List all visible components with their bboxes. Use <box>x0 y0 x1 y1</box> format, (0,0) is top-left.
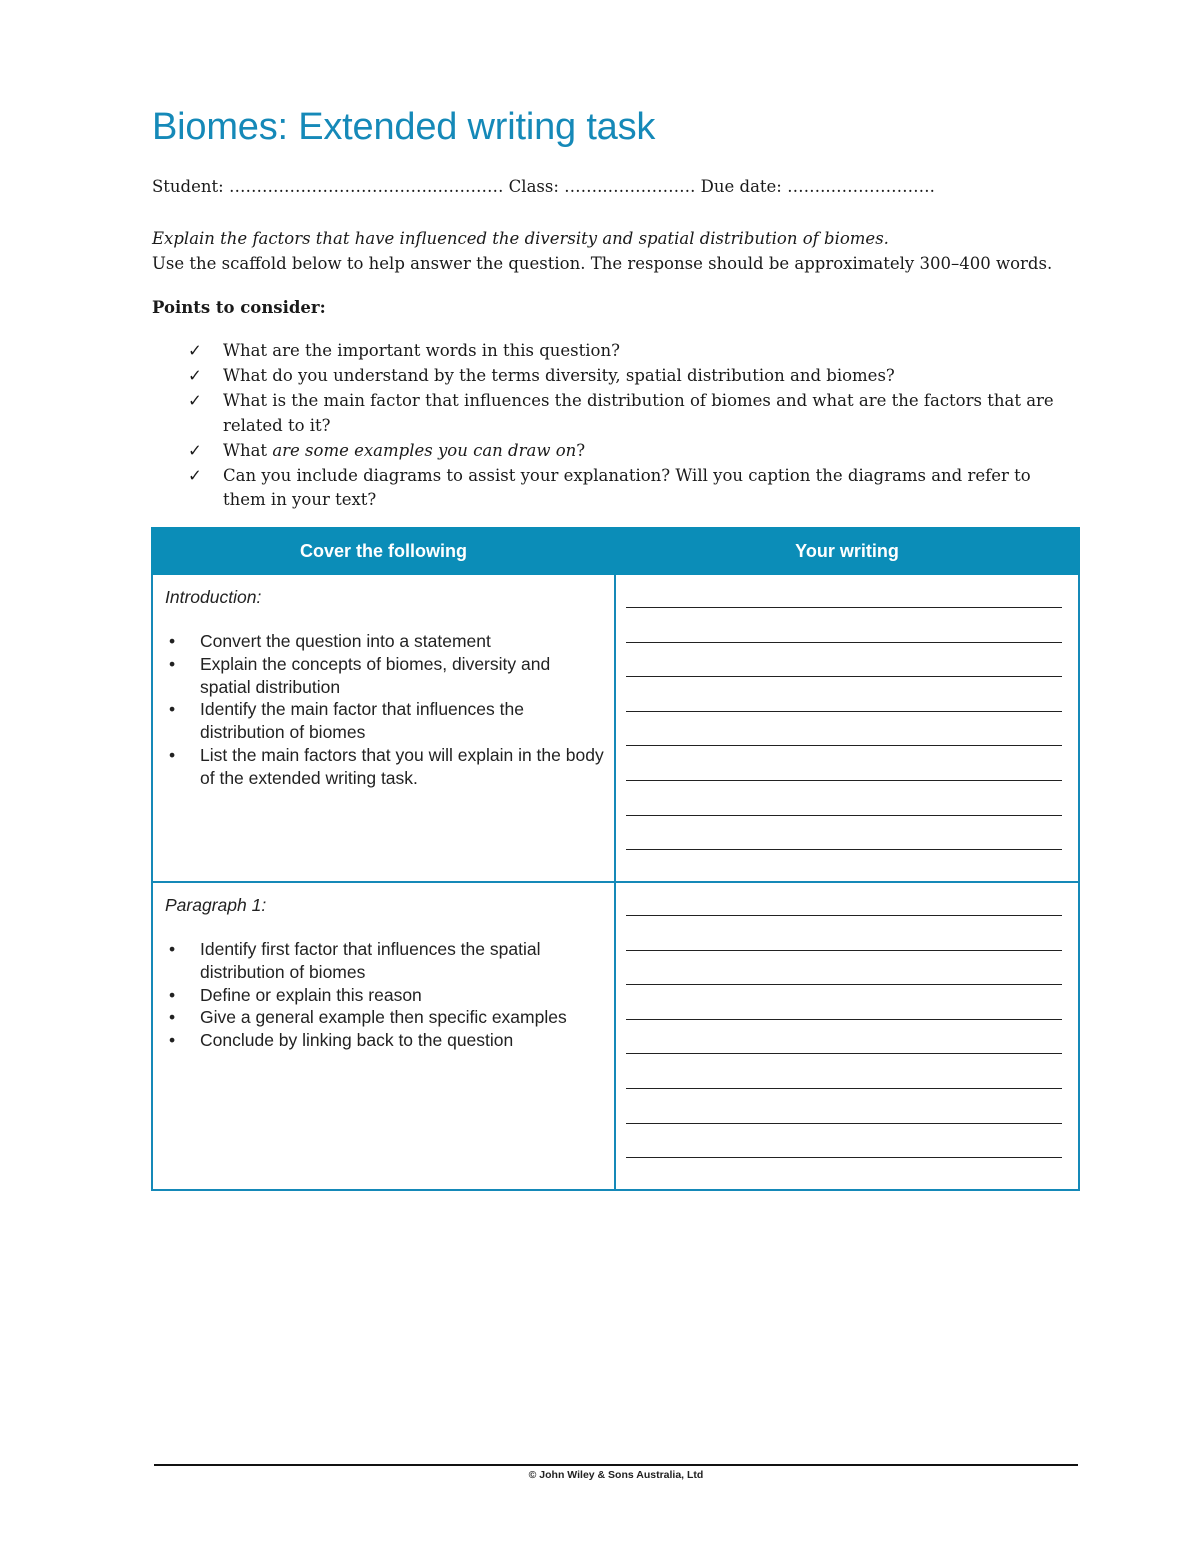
checkmark-icon: ✓ <box>188 465 202 485</box>
checkmark-icon: ✓ <box>188 366 202 385</box>
checklist-item: ✓ What are the important words in this question? <box>188 339 1078 364</box>
list-item: • Convert the question into a statement <box>169 631 491 651</box>
writing-cell[interactable] <box>615 882 1079 1190</box>
bullet-icon: • <box>169 653 176 674</box>
list-item: • Conclude by linking back to the question <box>169 1030 514 1051</box>
section-heading: Paragraph 1: <box>165 895 267 915</box>
checklist-item: ✓ What are some examples you can draw on? <box>188 439 1078 464</box>
writing-line[interactable] <box>626 1089 1062 1124</box>
list-item: • Explain the concepts of biomes, diversity and spatial distribution <box>169 653 551 697</box>
table-row-paragraph-1 <box>152 882 1079 1190</box>
writing-line[interactable] <box>626 951 1062 986</box>
bullet-icon: • <box>169 1030 176 1051</box>
checkmark-icon: ✓ <box>188 440 202 460</box>
bullet-icon: • <box>169 631 176 651</box>
bullet-icon: • <box>169 744 176 765</box>
checklist-item: ✓ What do you understand by the terms diversity, spatial distribution and biomes? <box>188 364 1078 389</box>
section-heading: Introduction: <box>165 587 262 607</box>
writing-line[interactable] <box>626 1020 1062 1055</box>
list-item: • Give a general example then specific examples <box>169 1007 567 1028</box>
cover-cell <box>152 882 615 1190</box>
writing-line[interactable] <box>626 712 1062 747</box>
footer-divider <box>154 1464 1078 1466</box>
column-header-writing: Your writing <box>615 528 1079 574</box>
writing-line[interactable] <box>626 643 1062 678</box>
bullet-icon: • <box>169 1007 176 1028</box>
bullet-icon: • <box>169 699 176 720</box>
bullet-icon: • <box>169 939 176 959</box>
list-item: • Define or explain this reason <box>169 984 422 1005</box>
points-heading: Points to consider: <box>152 298 326 317</box>
checklist-item: ✓ Can you include diagrams to assist your explanation? Will you caption the diagrams and refer to them in your text? <box>188 465 1031 509</box>
writing-line[interactable] <box>626 746 1062 781</box>
page-title: Biomes: Extended writing task <box>152 106 656 148</box>
writing-line[interactable] <box>626 816 1062 851</box>
table-row-introduction <box>152 574 1079 882</box>
list-item: • Identify the main factor that influences the distribution of biomes <box>169 699 524 743</box>
writing-cell[interactable] <box>615 574 1079 882</box>
writing-line[interactable] <box>626 1124 1062 1159</box>
writing-line[interactable] <box>626 677 1062 712</box>
list-item: • Identify first factor that influences the spatial distribution of biomes <box>169 939 541 982</box>
writing-line[interactable] <box>626 916 1062 951</box>
checkmark-icon: ✓ <box>188 341 202 360</box>
column-header-cover: Cover the following <box>152 528 615 574</box>
bullet-icon: • <box>169 984 176 1005</box>
writing-line[interactable] <box>626 985 1062 1020</box>
list-item: • List the main factors that you will explain in the body of the extended writing task. <box>169 744 604 788</box>
student-class-due-date-line: Student: ………………………………..………… Class: ……..……………. Due date: ……..………………. <box>152 177 935 196</box>
question-text: Explain the factors that have influenced the diversity and spatial distribution of biomes. <box>152 229 889 248</box>
copyright-footer: © John Wiley & Sons Australia, Ltd <box>528 1469 704 1481</box>
checklist-item: ✓ What is the main factor that influences the distribution of biomes and what are the factors that are related to it? <box>188 391 1054 435</box>
cover-cell <box>152 574 615 882</box>
checkmark-icon: ✓ <box>188 391 202 410</box>
instruction-text: Use the scaffold below to help answer the question. The response should be approximately 300–400 words. <box>152 254 1053 273</box>
task-prompt <box>152 226 1112 276</box>
points-checklist <box>188 339 1078 513</box>
scaffold-table <box>151 527 1080 1191</box>
writing-line[interactable] <box>626 781 1062 816</box>
writing-line[interactable] <box>626 1054 1062 1089</box>
writing-line[interactable] <box>626 608 1062 643</box>
